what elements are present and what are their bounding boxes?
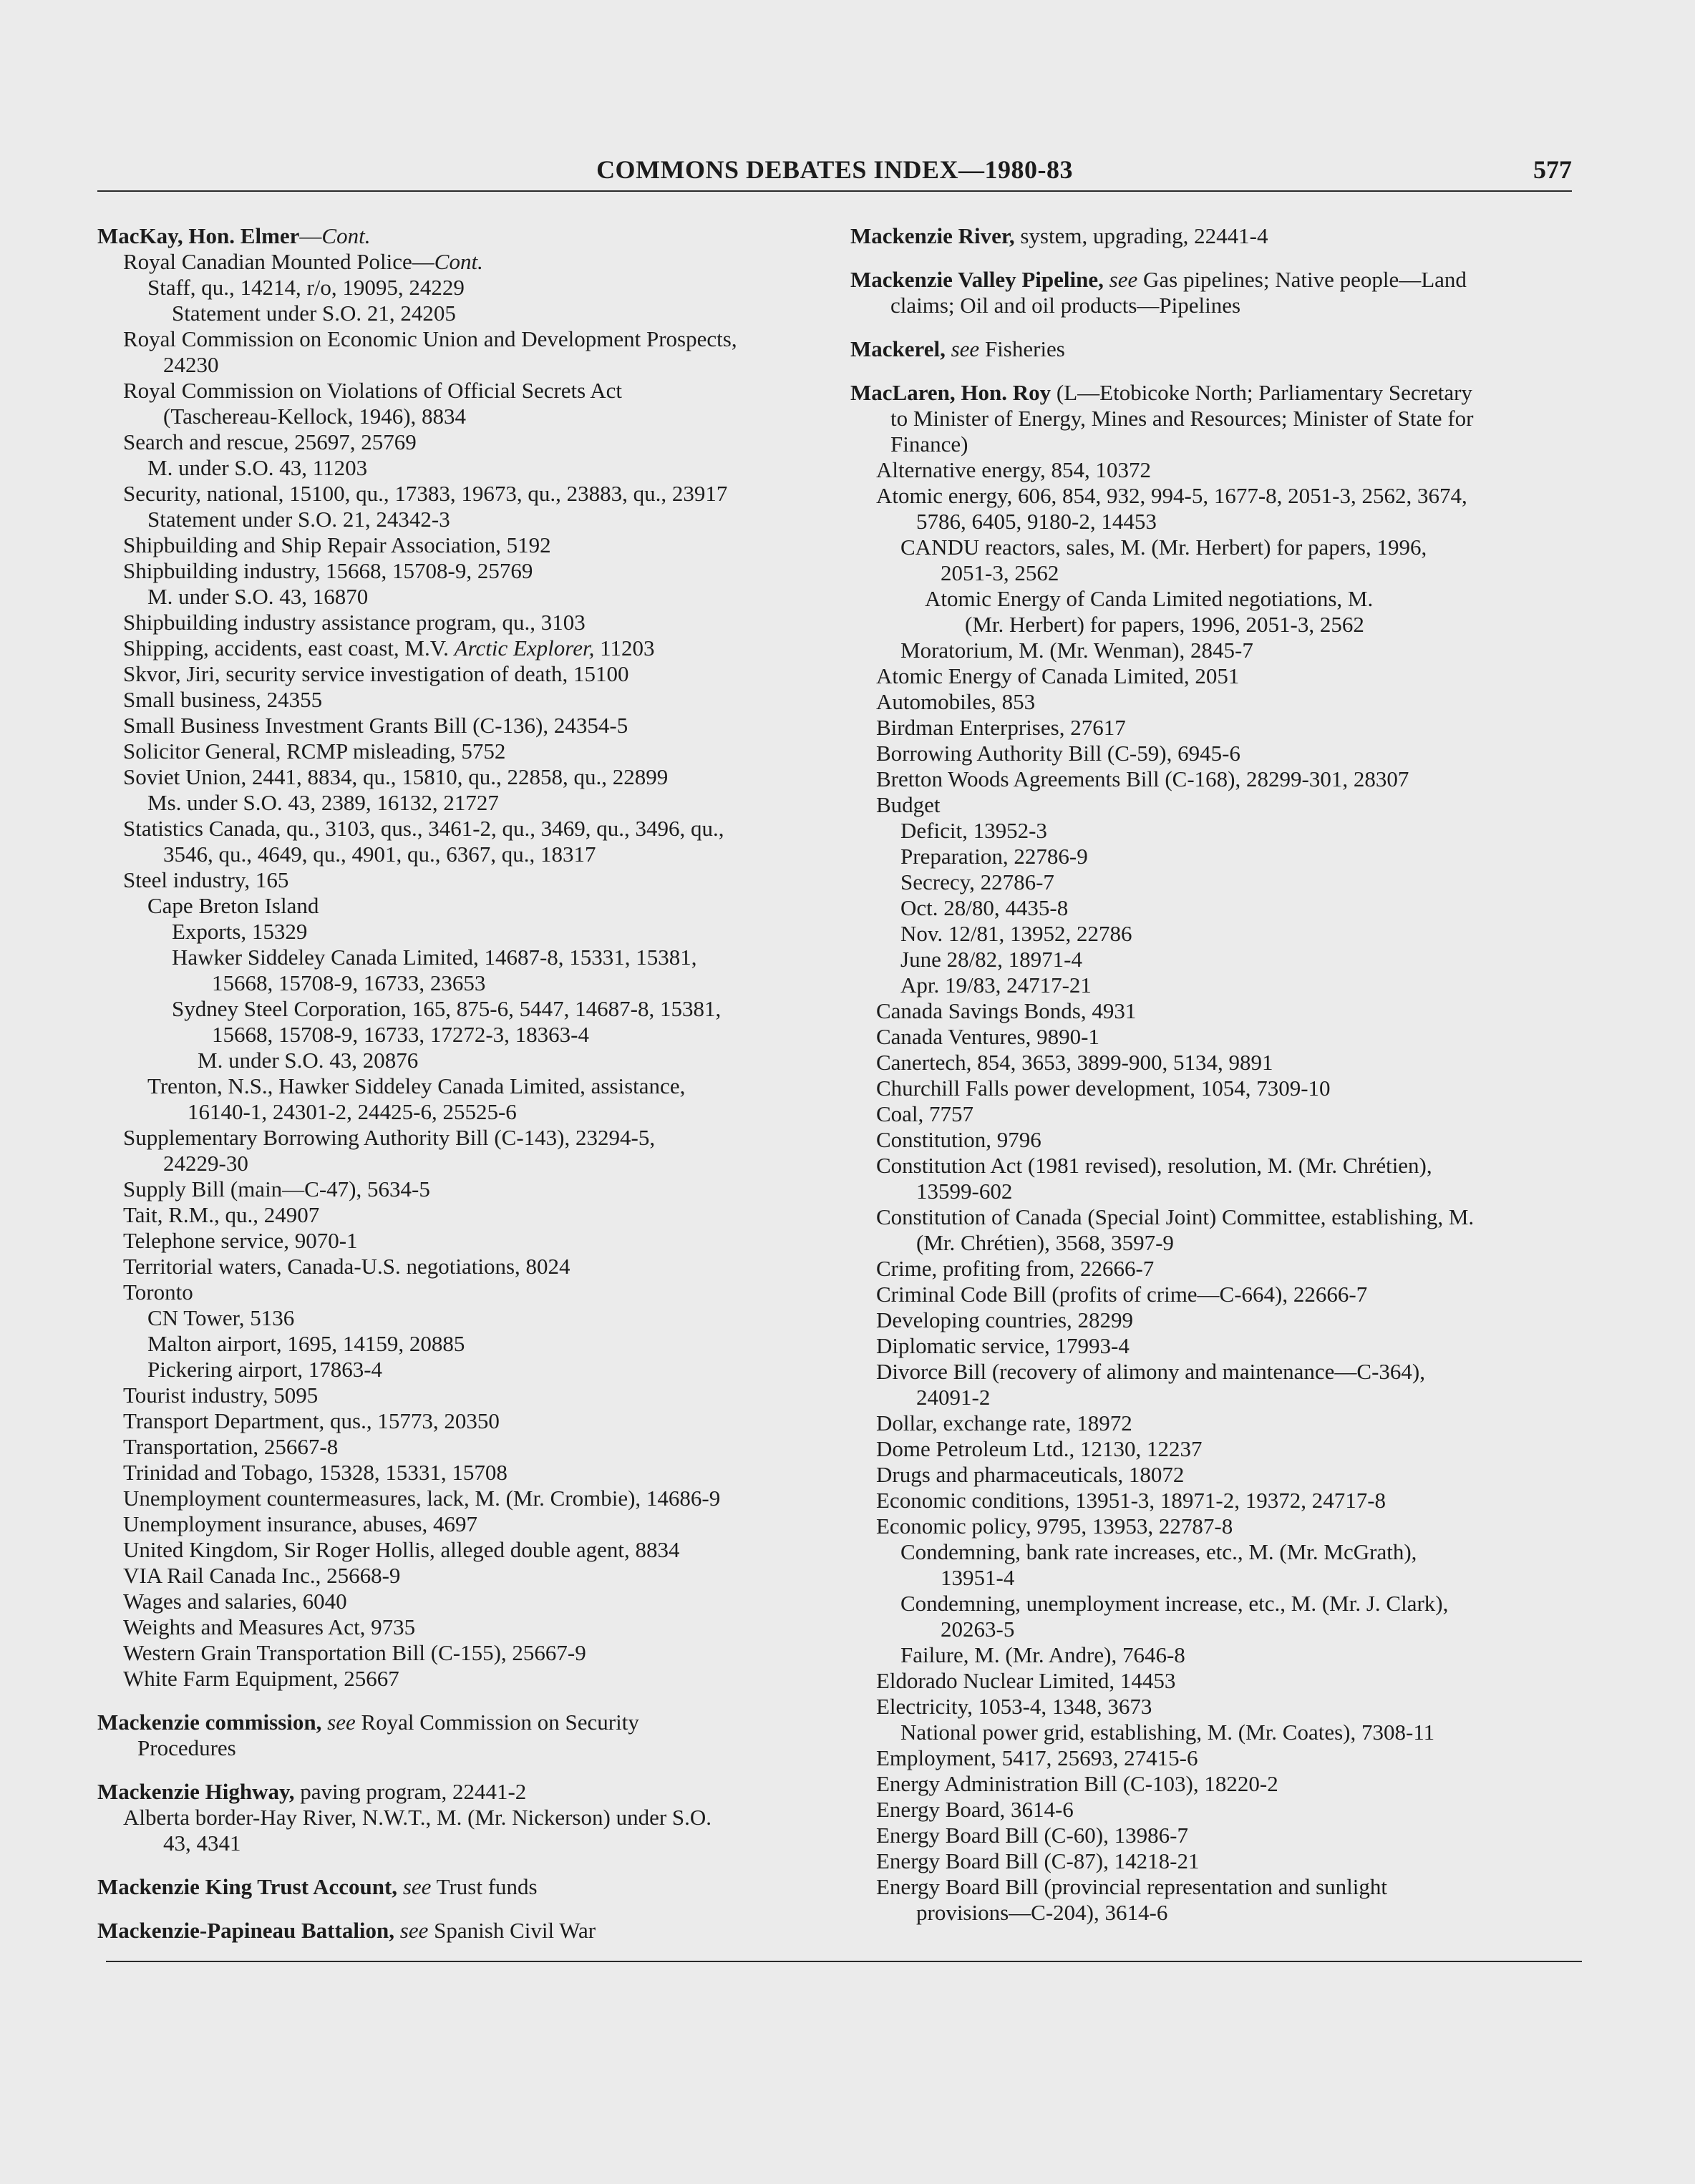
entry-text: Supply Bill (main—C-47), 5634-5 [123, 1176, 430, 1201]
index-subentry [123, 1486, 827, 1511]
entry-continuation: claims; Oil and oil products—Pipelines [890, 293, 1241, 318]
entry-text: Alberta border-Hay River, N.W.T., M. (Mr. Nickerson) under S.O. [123, 1805, 712, 1830]
entry-text: Dollar, exchange rate, 18972 [876, 1410, 1132, 1435]
entry-text: Solicitor General, RCMP misleading, 5752 [123, 738, 506, 764]
index-subentry [876, 1771, 1577, 1797]
entry-text: Ms. under S.O. 43, 2389, 16132, 21727 [147, 790, 499, 815]
index-subentry [147, 584, 827, 610]
entry-text: Spanish Civil War [428, 1918, 596, 1943]
entry-text: Shipbuilding industry assistance program, qu., 3103 [123, 610, 586, 635]
index-heading-entry [850, 336, 1577, 362]
entry-text: Failure, M. (Mr. Andre), 7646-8 [900, 1642, 1185, 1667]
index-subentry [900, 972, 1577, 998]
index-subentry [876, 1204, 1577, 1256]
index-subentry [123, 1279, 827, 1305]
entry-text: Coal, 7757 [876, 1101, 974, 1126]
index-heading-entry [97, 223, 827, 249]
index-subentry [876, 1307, 1577, 1333]
entry-text: Energy Board Bill (C-60), 13986-7 [876, 1823, 1188, 1848]
entry-text: (L—Etobicoke North; Parliamentary Secretary [1051, 380, 1472, 405]
index-subentry [123, 635, 827, 661]
index-subentry [123, 481, 827, 507]
index-subentry [172, 996, 827, 1048]
index-subentry [900, 1591, 1577, 1642]
footer-rule [106, 1961, 1582, 1962]
page-header [97, 155, 1572, 189]
entry-text: Trenton, N.S., Hawker Siddeley Canada Limited, assistance, [147, 1073, 686, 1098]
index-heading-entry [850, 267, 1577, 318]
index-subentry [123, 713, 827, 738]
entry-text: Wages and salaries, 6040 [123, 1589, 347, 1614]
entry-text: Skvor, Jiri, security service investigation of death, 15100 [123, 661, 629, 686]
index-subentry [876, 1127, 1577, 1153]
entry-text: Shipping, accidents, east coast, M.V. [123, 635, 455, 660]
entry-text: Constitution, 9796 [876, 1127, 1041, 1152]
entry-text: Employment, 5417, 25693, 27415-6 [876, 1745, 1198, 1770]
index-subentry [876, 998, 1577, 1024]
entry-text: Energy Board, 3614-6 [876, 1797, 1074, 1822]
index-subentry [900, 844, 1577, 869]
index-subentry [876, 1359, 1577, 1410]
entry-text: Preparation, 22786-9 [900, 844, 1088, 869]
entry-text: Cape Breton Island [147, 893, 319, 918]
entry-text: Crime, profiting from, 22666-7 [876, 1256, 1155, 1281]
entry-text: Unemployment insurance, abuses, 4697 [123, 1511, 478, 1536]
index-subentry [876, 1848, 1577, 1874]
entry-heading: Mackenzie Highway, [97, 1779, 295, 1804]
entry-italic: Cont. [321, 223, 371, 248]
entry-text: Small Business Investment Grants Bill (C-136), 24354-5 [123, 713, 628, 738]
entry-text: Staff, qu., 14214, r/o, 19095, 24229 [147, 275, 465, 300]
entry-text: Toronto [123, 1279, 193, 1305]
entry-text: Eldorado Nuclear Limited, 14453 [876, 1668, 1176, 1693]
index-subentry [147, 275, 827, 301]
index-heading-entry [97, 1710, 827, 1761]
entry-text: Royal Commission on Economic Union and Development Prospects, [123, 326, 737, 351]
entry-text: Atomic energy, 606, 854, 932, 994-5, 1677-8, 2051-3, 2562, 3674, [876, 483, 1467, 508]
entry-continuation: (Mr. Herbert) for papers, 1996, 2051-3, 2562 [965, 612, 1364, 637]
entry-text: Birdman Enterprises, 27617 [876, 715, 1126, 740]
index-subentry [123, 1614, 827, 1640]
index-subentry [900, 818, 1577, 844]
header-rule [97, 190, 1572, 192]
entry-text: Sydney Steel Corporation, 165, 875-6, 5447, 14687-8, 15381, [172, 996, 722, 1021]
index-subentry [876, 1513, 1577, 1539]
entry-continuation: Procedures [137, 1735, 236, 1760]
entry-continuation: 5786, 6405, 9180-2, 14453 [916, 509, 1157, 534]
index-subentry [123, 764, 827, 790]
index-subentry [123, 326, 827, 378]
index-subentry [123, 1640, 827, 1666]
index-subentry [123, 1383, 827, 1408]
entry-text: Diplomatic service, 17993-4 [876, 1333, 1130, 1358]
entry-text: Drugs and pharmaceuticals, 18072 [876, 1462, 1185, 1487]
entry-text: Telephone service, 9070-1 [123, 1228, 358, 1253]
index-subentry [123, 1408, 827, 1434]
index-subentry [123, 687, 827, 713]
entry-continuation: 2051-3, 2562 [941, 560, 1059, 585]
index-subentry [900, 895, 1577, 921]
index-subentry [123, 1589, 827, 1614]
entry-continuation: 20263-5 [941, 1617, 1015, 1642]
entry-text: Malton airport, 1695, 14159, 20885 [147, 1331, 465, 1356]
entry-continuation: to Minister of Energy, Mines and Resources; Minister of State for [890, 406, 1474, 431]
index-subentry [900, 1720, 1577, 1745]
index-subentry [123, 1125, 827, 1176]
entry-text: Atomic Energy of Canada Limited, 2051 [876, 663, 1240, 688]
index-subentry [876, 1076, 1577, 1101]
index-subentry [900, 947, 1577, 972]
index-subentry [876, 1050, 1577, 1076]
entry-text: Energy Board Bill (C-87), 14218-21 [876, 1848, 1200, 1873]
index-subentry [147, 1073, 827, 1125]
entry-text: M. under S.O. 43, 20876 [198, 1048, 419, 1073]
see-reference: see [945, 336, 980, 361]
entry-italic: Cont. [434, 249, 483, 274]
entry-text: Condemning, unemployment increase, etc., M. (Mr. J. Clark), [900, 1591, 1449, 1616]
index-subentry [876, 1745, 1577, 1771]
entry-text: Soviet Union, 2441, 8834, qu., 15810, qu., 22858, qu., 22899 [123, 764, 669, 789]
index-subentry [876, 1874, 1577, 1926]
entry-text: United Kingdom, Sir Roger Hollis, alleged double agent, 8834 [123, 1537, 680, 1562]
index-subentry [900, 1539, 1577, 1591]
index-subentry [123, 558, 827, 584]
entry-text: CN Tower, 5136 [147, 1305, 295, 1330]
index-subentry [123, 1434, 827, 1460]
entry-text: Royal Canadian Mounted Police— [123, 249, 434, 274]
entry-text: Royal Commission on Security [355, 1710, 639, 1735]
index-subentry [900, 638, 1577, 663]
entry-text: Shipbuilding and Ship Repair Association, 5192 [123, 532, 551, 557]
index-column-right [850, 223, 1577, 1926]
index-subentry [123, 1537, 827, 1563]
entry-continuation: (Mr. Chrétien), 3568, 3597-9 [916, 1230, 1174, 1255]
entry-text: Oct. 28/80, 4435-8 [900, 895, 1069, 920]
index-subentry [123, 1460, 827, 1486]
entry-text: Automobiles, 853 [876, 689, 1036, 714]
index-subentry [876, 741, 1577, 766]
entry-text: Divorce Bill (recovery of alimony and maintenance—C-364), [876, 1359, 1425, 1384]
entry-text: Developing countries, 28299 [876, 1307, 1134, 1332]
entry-text: Canada Ventures, 9890-1 [876, 1024, 1099, 1049]
index-subentry [876, 1410, 1577, 1436]
index-subentry [123, 1202, 827, 1228]
entry-text: Tourist industry, 5095 [123, 1383, 319, 1408]
index-subentry [123, 1666, 827, 1692]
entry-text: Economic conditions, 13951-3, 18971-2, 19372, 24717-8 [876, 1488, 1386, 1513]
entry-text: Security, national, 15100, qu., 17383, 19673, qu., 23883, qu., 23917 [123, 481, 728, 506]
index-subentry [876, 715, 1577, 741]
entry-text: Atomic Energy of Canda Limited negotiations, M. [925, 586, 1374, 611]
entry-text: Dome Petroleum Ltd., 12130, 12237 [876, 1436, 1203, 1461]
entry-text: Trust funds [431, 1874, 538, 1899]
index-subentry [876, 689, 1577, 715]
index-subentry [123, 1254, 827, 1279]
entry-text: Tait, R.M., qu., 24907 [123, 1202, 320, 1227]
index-subentry [876, 1333, 1577, 1359]
entry-text: M. under S.O. 43, 16870 [147, 584, 369, 609]
index-subentry [900, 921, 1577, 947]
entry-text: Western Grain Transportation Bill (C-155), 25667-9 [123, 1640, 586, 1665]
see-reference: see [397, 1874, 432, 1899]
index-heading-entry [97, 1874, 827, 1900]
entry-heading: Mackenzie King Trust Account, [97, 1874, 398, 1899]
entry-continuation: Finance) [890, 432, 968, 457]
entry-text: Secrecy, 22786-7 [900, 869, 1054, 894]
index-subentry [876, 483, 1577, 535]
entry-continuation: 16140-1, 24301-2, 24425-6, 25525-6 [188, 1099, 517, 1124]
index-subentry [123, 378, 827, 429]
index-subentry [876, 1282, 1577, 1307]
entry-heading: Mackenzie Valley Pipeline, [850, 267, 1104, 292]
index-subentry [123, 1511, 827, 1537]
page-number: 577 [1533, 155, 1572, 184]
entry-heading: MacLaren, Hon. Roy [850, 380, 1052, 405]
see-reference: see [394, 1918, 429, 1943]
index-subentry [876, 1823, 1577, 1848]
index-subentry [198, 1048, 827, 1073]
index-heading-entry [850, 223, 1577, 249]
entry-text: Criminal Code Bill (profits of crime—C-664), 22666-7 [876, 1282, 1368, 1307]
index-subentry [900, 869, 1577, 895]
index-subentry [925, 586, 1577, 638]
index-subentry [123, 429, 827, 455]
index-subentry [123, 1805, 827, 1856]
entry-continuation: 15668, 15708-9, 16733, 17272-3, 18363-4 [212, 1022, 589, 1047]
index-heading-entry [97, 1918, 827, 1944]
index-subentry [147, 1305, 827, 1331]
see-reference: see [1103, 267, 1138, 292]
entry-continuation: (Taschereau-Kellock, 1946), 8834 [163, 404, 467, 429]
entry-text: Constitution Act (1981 revised), resolution, M. (Mr. Chrétien), [876, 1153, 1432, 1178]
index-subentry [876, 792, 1577, 818]
entry-text: paving program, 22441-2 [294, 1779, 527, 1804]
entry-text: Pickering airport, 17863-4 [147, 1357, 383, 1382]
entry-text: VIA Rail Canada Inc., 25668-9 [123, 1563, 401, 1588]
index-subentry [147, 1331, 827, 1357]
entry-continuation: 24229-30 [163, 1151, 248, 1176]
entry-text: Transport Department, qus., 15773, 20350 [123, 1408, 500, 1433]
entry-text: Steel industry, 165 [123, 867, 289, 892]
index-subentry [147, 455, 827, 481]
index-subentry [876, 1797, 1577, 1823]
entry-text: Budget [876, 792, 941, 817]
index-subentry [147, 1357, 827, 1383]
entry-text: Energy Administration Bill (C-103), 18220-2 [876, 1771, 1278, 1796]
entry-text: Constitution of Canada (Special Joint) Committee, establishing, M. [876, 1204, 1475, 1229]
index-subentry [172, 301, 827, 326]
entry-continuation: 15668, 15708-9, 16733, 23653 [212, 970, 486, 995]
index-subentry [123, 1563, 827, 1589]
entry-heading: Mackenzie commission, [97, 1710, 322, 1735]
entry-text: Churchill Falls power development, 1054, 7309-10 [876, 1076, 1331, 1101]
index-subentry [876, 663, 1577, 689]
index-subentry [876, 1436, 1577, 1462]
entry-heading: Mackenzie-Papineau Battalion, [97, 1918, 395, 1943]
index-subentry [876, 457, 1577, 483]
entry-text: Apr. 19/83, 24717-21 [900, 972, 1092, 998]
index-subentry [123, 249, 827, 275]
entry-heading: MacKay, Hon. Elmer [97, 223, 300, 248]
entry-text: Electricity, 1053-4, 1348, 3673 [876, 1694, 1152, 1719]
index-subentry [123, 867, 827, 893]
entry-text: White Farm Equipment, 25667 [123, 1666, 399, 1691]
entry-text: — [299, 223, 322, 248]
index-subentry [123, 661, 827, 687]
entry-text: Royal Commission on Violations of Official Secrets Act [123, 378, 623, 403]
index-subentry [900, 1642, 1577, 1668]
entry-text: Condemning, bank rate increases, etc., M. (Mr. McGrath), [900, 1539, 1417, 1564]
index-subentry [172, 945, 827, 996]
entry-continuation: provisions—C-204), 3614-6 [916, 1900, 1168, 1925]
index-subentry [876, 1488, 1577, 1513]
entry-text: Supplementary Borrowing Authority Bill (C-143), 23294-5, [123, 1125, 656, 1150]
entry-text: system, upgrading, 22441-4 [1014, 223, 1268, 248]
index-heading-entry [97, 1779, 827, 1805]
entry-text: National power grid, establishing, M. (Mr. Coates), 7308-11 [900, 1720, 1435, 1745]
entry-text: Hawker Siddeley Canada Limited, 14687-8, 15331, 15381, [172, 945, 697, 970]
index-subentry [876, 766, 1577, 792]
entry-text: Economic policy, 9795, 13953, 22787-8 [876, 1513, 1233, 1539]
entry-text: CANDU reactors, sales, M. (Mr. Herbert) for papers, 1996, [900, 535, 1427, 560]
entry-text: Deficit, 13952-3 [900, 818, 1047, 843]
entry-text: Alternative energy, 854, 10372 [876, 457, 1151, 482]
index-subentry [876, 1256, 1577, 1282]
entry-continuation: 24230 [163, 352, 219, 377]
index-subentry [123, 1228, 827, 1254]
entry-heading: Mackenzie River, [850, 223, 1015, 248]
entry-text: Energy Board Bill (provincial representation and sunlight [876, 1874, 1387, 1899]
entry-text: M. under S.O. 43, 11203 [147, 455, 368, 480]
entry-text: Canada Savings Bonds, 4931 [876, 998, 1137, 1023]
index-subentry [147, 507, 827, 532]
entry-continuation: 24091-2 [916, 1385, 991, 1410]
entry-text: Search and rescue, 25697, 25769 [123, 429, 417, 454]
entry-text: Small business, 24355 [123, 687, 323, 712]
entry-text: Exports, 15329 [172, 919, 308, 944]
entry-continuation: 13599-602 [916, 1179, 1013, 1204]
entry-continuation: 3546, qu., 4649, qu., 4901, qu., 6367, qu., 18317 [163, 842, 596, 867]
entry-text: Nov. 12/81, 13952, 22786 [900, 921, 1132, 946]
index-subentry [876, 1024, 1577, 1050]
index-heading-entry [850, 380, 1577, 457]
index-subentry [123, 1176, 827, 1202]
entry-text: Unemployment countermeasures, lack, M. (Mr. Crombie), 14686-9 [123, 1486, 721, 1511]
entry-text: Statement under S.O. 21, 24342-3 [147, 507, 450, 532]
entry-text: Gas pipelines; Native people—Land [1137, 267, 1467, 292]
index-subentry [876, 1668, 1577, 1694]
entry-heading: Mackerel, [850, 336, 946, 361]
entry-text: 11203 [594, 635, 655, 660]
entry-text: Transportation, 25667-8 [123, 1434, 339, 1459]
entry-text: Borrowing Authority Bill (C-59), 6945-6 [876, 741, 1240, 766]
entry-text: Territorial waters, Canada-U.S. negotiations, 8024 [123, 1254, 570, 1279]
entry-text: Bretton Woods Agreements Bill (C-168), 28299-301, 28307 [876, 766, 1409, 791]
index-subentry [123, 816, 827, 867]
entry-text: Trinidad and Tobago, 15328, 15331, 15708 [123, 1460, 507, 1485]
entry-text: Statistics Canada, qu., 3103, qus., 3461-2, qu., 3469, qu., 3496, qu., [123, 816, 724, 841]
entry-text: Weights and Measures Act, 9735 [123, 1614, 416, 1639]
index-subentry [123, 532, 827, 558]
index-subentry [123, 610, 827, 635]
see-reference: see [321, 1710, 356, 1735]
index-subentry [147, 790, 827, 816]
index-subentry [876, 1153, 1577, 1204]
index-subentry [876, 1462, 1577, 1488]
entry-text: Moratorium, M. (Mr. Wenman), 2845-7 [900, 638, 1253, 663]
index-subentry [172, 919, 827, 945]
running-title: COMMONS DEBATES INDEX—1980-83 [596, 155, 1073, 184]
entry-text: Shipbuilding industry, 15668, 15708-9, 25769 [123, 558, 533, 583]
index-subentry [147, 893, 827, 919]
index-column-left [97, 223, 827, 1944]
index-subentry [123, 738, 827, 764]
entry-continuation: 13951-4 [941, 1565, 1015, 1590]
entry-text: Statement under S.O. 21, 24205 [172, 301, 456, 326]
entry-text: Canertech, 854, 3653, 3899-900, 5134, 9891 [876, 1050, 1273, 1075]
entry-text: Fisheries [979, 336, 1065, 361]
entry-continuation: 43, 4341 [163, 1830, 241, 1856]
index-subentry [876, 1101, 1577, 1127]
entry-text: June 28/82, 18971-4 [900, 947, 1083, 972]
index-subentry [876, 1694, 1577, 1720]
entry-italic: Arctic Explorer, [454, 635, 595, 660]
index-subentry [900, 535, 1577, 586]
